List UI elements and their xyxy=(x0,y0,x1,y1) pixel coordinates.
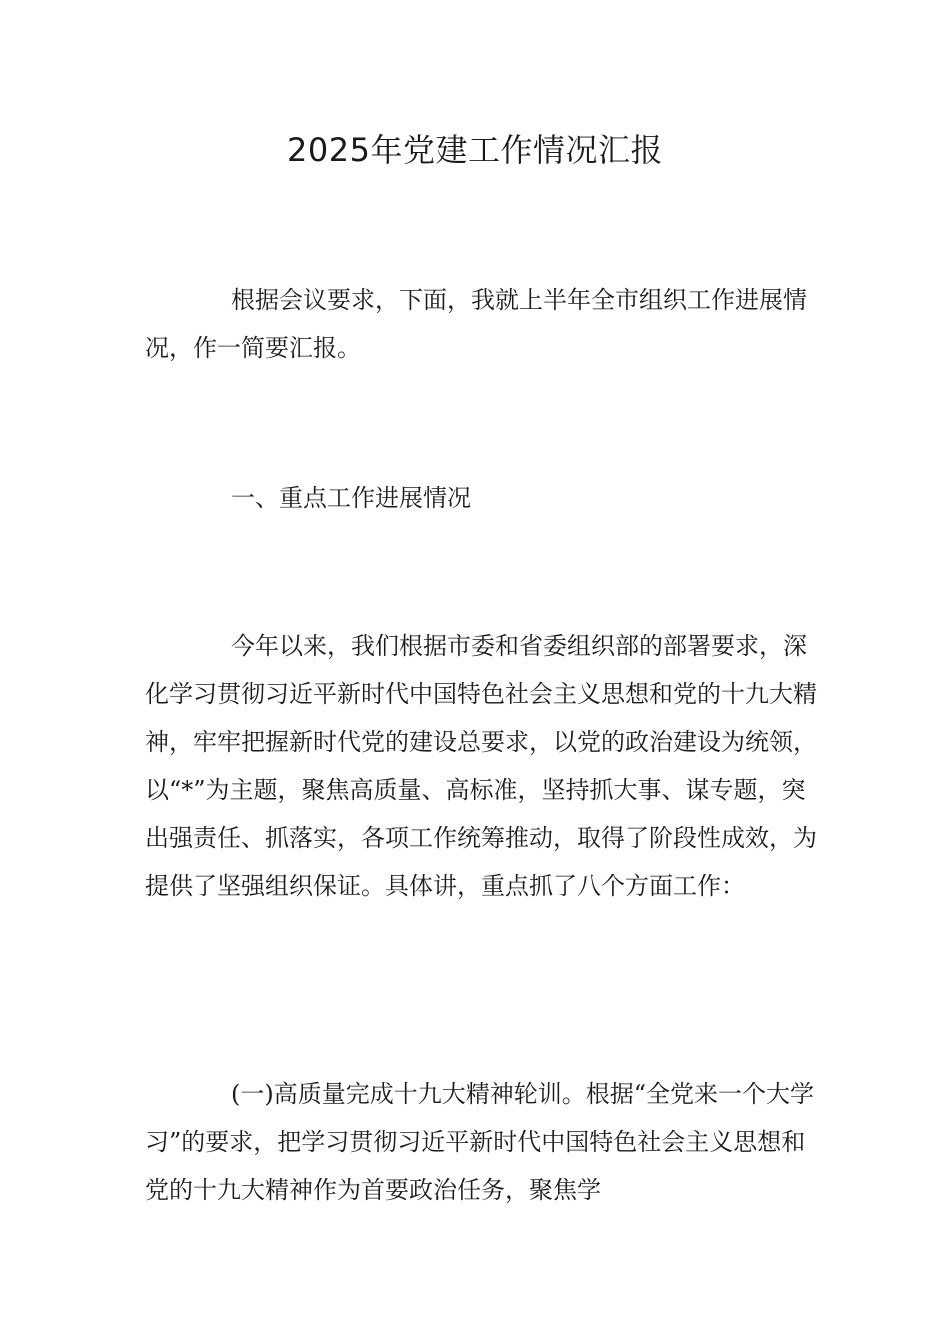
section-heading: 一、重点工作进展情况 xyxy=(231,484,471,512)
paragraph-intro: 根据会议要求，下面，我就上半年全市组织工作进展情况，作一简要汇报。 xyxy=(145,286,807,362)
paragraph-overview: 今年以来，我们根据市委和省委组织部的部署要求，深化学习贯彻习近平新时代中国特色社会主义思想和党的十九大精神，牢牢把握新时代党的建设总要求，以党的政治建设为统领，以“*”为主题，聚焦高质量、高标准，坚持抓大事、谋专题，突出强责任、抓落实，各项工作统筹推动，取得了阶段性成效，为提供了坚强组织保证。具体讲，重点抓了八个方面工作： xyxy=(145,632,817,900)
paragraph-item-1: (一)高质量完成十九大精神轮训。根据“全党来一个大学习”的要求，把学习贯彻习近平新时代中国特色社会主义思想和党的十九大精神作为首要政治任务，聚焦学 xyxy=(145,1080,814,1204)
document-title: 2025年党建工作情况汇报 xyxy=(287,131,663,169)
